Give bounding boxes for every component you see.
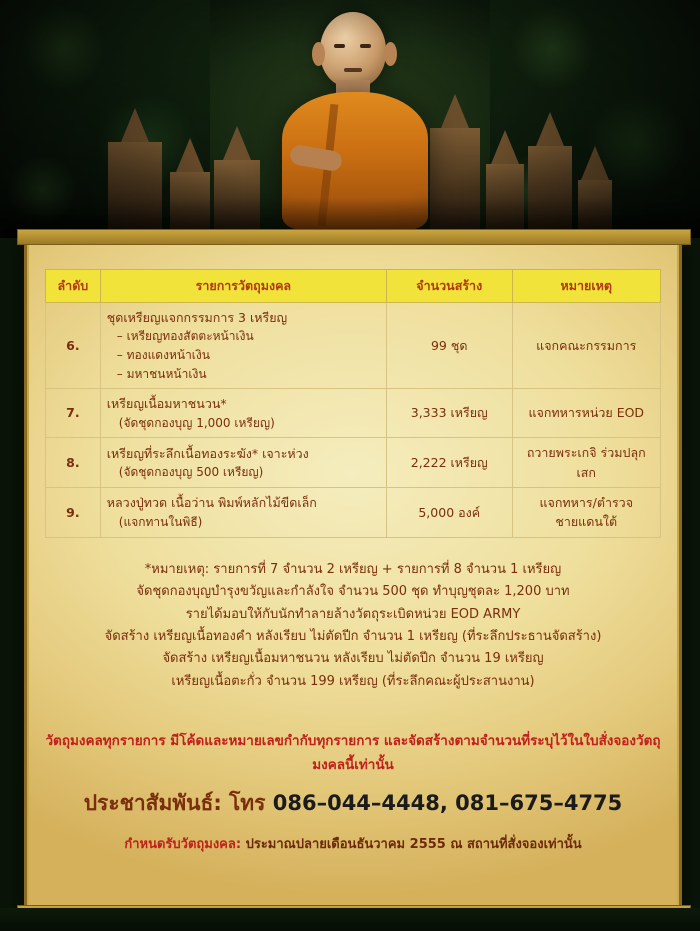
table-body [46,303,661,538]
table-header-row [46,270,661,303]
row-subitem: – ทองแดงหน้าเงิน [116,347,210,362]
delivery-value: ประมาณปลายเดือนธันวาคม 2555 ณ สถานที่สั่งจองเท่านั้น [245,837,582,852]
footnote-line: รายได้มอบให้กับนักทำลายล้างวัตถุระเบิดหน่วย EOD ARMY [185,606,521,622]
row-item-paren: (จัดชุดกองบุญ 500 เหรียญ) [118,464,264,479]
table-row [46,303,661,389]
footnote-line: จัดสร้าง เหรียญเนื้อมหาชนวน หลังเรียบ ไม่ตัดปีก จำนวน 19 เหรียญ [162,651,544,667]
footnote-line: จัดชุดกองบุญบำรุงขวัญและกำลังใจ จำนวน 500 ชุด ทำบุญชุดละ 1,200 บาท [136,584,570,600]
parchment-top-band [17,229,691,245]
row-subitem: – มหาชนหน้าเงิน [116,366,207,381]
delivery-label: กำหนดรับวัตถุมงคล: [124,837,242,852]
col-header-item: รายการวัตถุมงคล [100,270,386,303]
row-note: แจกทหารหน่วย EOD [512,389,661,438]
table-row [46,389,661,438]
row-no: 7. [46,389,101,438]
row-item-title: เหรียญที่ระลึกเนื้อทองระฆัง* เจาะห่วง [106,445,309,461]
row-note: แจกคณะกรรมการ [512,303,661,389]
row-item-title: ชุดเหรียญแจกกรรมการ 3 เหรียญ [106,310,288,325]
row-qty: 5,000 องค์ [386,487,512,537]
contact-line [45,787,661,820]
notice-line: และจัดสร้างตามจำนวนที่ระบุไว้ในใบสั่งจองวัตถุมงคลนี้เท่านั้น [312,733,661,774]
footer-strip [0,908,700,931]
col-header-no: ลำดับ [46,270,101,303]
col-header-qty: จำนวนสร้าง [386,270,512,303]
row-no: 8. [46,438,101,488]
footnotes-block [45,559,661,693]
table-header [46,270,661,303]
row-item-title: เหรียญเนื้อมหาชนวน* [106,396,227,412]
notice-block [45,729,661,778]
table-row [46,438,661,488]
row-no: 6. [46,303,101,389]
row-qty: 99 ชุด [386,303,512,389]
row-item [100,438,386,488]
amulet-items-table [45,269,661,538]
contact-label: ประชาสัมพันธ์: [83,791,222,815]
table-row [46,487,661,537]
contact-prefix: โทร [229,791,266,815]
row-note: แจกทหาร/ตำรวจชายแดนใต้ [512,487,661,537]
footnote-line: เหรียญเนื้อตะกั่ว จำนวน 199 เหรียญ (ที่ระลึกคณะผู้ประสานงาน) [171,673,535,689]
contact-numbers: 086–044–4448, 081–675–4775 [272,791,623,815]
row-item-paren: (แจกทานในพิธี) [118,514,203,529]
footnote-line: *หมายเหตุ: รายการที่ 7 จำนวน 2 เหรียญ + รายการที่ 8 จำนวน 1 เหรียญ [144,562,562,577]
row-item [100,303,386,389]
parchment-panel [24,236,682,914]
row-item [100,487,386,537]
row-item [100,389,386,438]
row-qty: 2,222 เหรียญ [386,438,512,488]
row-item-title: หลวงปู่ทวด เนื้อว่าน พิมพ์หลักไม้ขีดเล็ก [106,495,317,511]
row-qty: 3,333 เหรียญ [386,389,512,438]
col-header-note: หมายเหตุ [512,270,661,303]
notice-line: วัตถุมงคลทุกรายการ มีโค้ดและหมายเลขกำกับทุกรายการ [45,733,380,749]
footnote-line: จัดสร้าง เหรียญเนื้อทองคำ หลังเรียบ ไม่ตัดปีก จำนวน 1 เหรียญ (ที่ระลึกประธานจัดสร้าง) [104,629,602,645]
row-item-paren: (จัดชุดกองบุญ 1,000 เหรียญ) [118,415,275,430]
row-note: ถวายพระเกจิ ร่วมปลุกเสก [512,438,661,488]
delivery-line [45,833,661,854]
row-no: 9. [46,487,101,537]
header-banner-image [0,0,700,238]
row-subitem: – เหรียญทองสัตตะหน้าเงิน [116,329,254,344]
